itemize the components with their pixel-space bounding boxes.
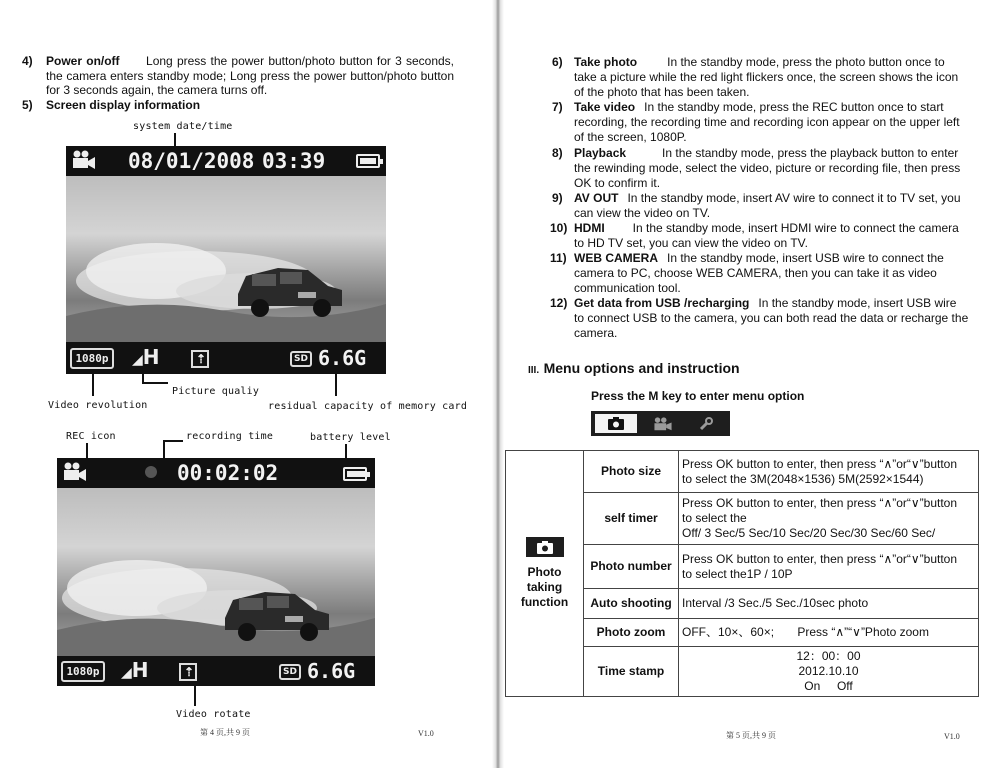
desc-line: Interval /3 Sec./5 Sec./10sec photo <box>682 596 869 610</box>
item-line: In the standby mode, insert AV wire to connect it to TV set, you <box>627 191 961 205</box>
item-title: Take video <box>574 100 636 114</box>
item-number: 9) <box>552 191 563 205</box>
item-line: of the screen, 1080P. <box>574 130 687 144</box>
menu-options-table <box>505 450 979 697</box>
page-number: 第 5 页,共 9 页 <box>726 731 776 740</box>
item-usb-recharging <box>550 296 980 341</box>
label-picture-quality: Picture qualiy <box>172 386 260 397</box>
sd-card-icon: SD <box>279 664 301 680</box>
item-number: 8) <box>552 146 563 160</box>
desc-line: to select the 3M(2048×1536) 5M(2592×1544) <box>682 471 924 486</box>
callout-line <box>163 440 165 458</box>
video-camera-icon <box>72 150 96 175</box>
option-name: Photo size <box>584 451 679 493</box>
battery-icon <box>343 467 367 481</box>
callout-line <box>174 133 176 146</box>
item-line: In the standby mode, press the REC button once to start <box>644 100 944 114</box>
table-row <box>506 451 979 493</box>
item-title: HDMI <box>574 221 605 235</box>
system-date: 08/01/2008 <box>128 149 255 173</box>
label-rec-icon: REC icon <box>66 431 116 442</box>
item-line: to connect USB to the camera, you can both read the data or recharge the <box>574 311 969 325</box>
item-line: In the standby mode, press the playback button to enter <box>662 146 959 160</box>
menu-group-label: Photo taking function <box>520 565 569 609</box>
item-title: Get data from USB /recharging <box>574 296 750 310</box>
system-time: 03:39 <box>262 149 326 173</box>
item-line: In the standby mode, press the photo button once to <box>667 55 945 69</box>
option-name: Photo number <box>584 545 679 589</box>
item-take-video <box>552 100 980 145</box>
memory-capacity: 6.6G <box>318 346 367 370</box>
item-line: In the standby mode, insert USB wire <box>758 296 957 310</box>
battery-icon <box>356 154 380 168</box>
section-number: III. <box>528 365 540 376</box>
item-line: can view the video on TV. <box>574 206 711 220</box>
item-title: Playback <box>574 146 627 160</box>
item-number: 5) <box>22 98 33 112</box>
callout-line <box>194 686 196 706</box>
option-description <box>679 545 979 589</box>
item-line: recording, the recording time and recording icon appear on the upper left <box>574 115 960 129</box>
option-name: self timer <box>584 493 679 545</box>
callout-line <box>335 374 337 396</box>
callout-line <box>163 440 183 442</box>
desc-line: to select the <box>682 511 747 525</box>
section-heading <box>528 360 740 378</box>
memory-capacity: 6.6G <box>307 659 356 683</box>
item-line: camera to PC, choose WEB CAMERA, then you can take it as video <box>574 266 937 280</box>
rotate-icon: ⇡ <box>191 350 209 368</box>
recording-dot-icon <box>145 466 157 478</box>
option-description <box>679 619 979 647</box>
desc-line: Press OK button to enter, then press “∧”or“∨”button <box>682 496 958 510</box>
video-camera-icon <box>63 462 87 486</box>
dust-car-illustration <box>66 176 386 342</box>
item-line: of the photo that has been taken. <box>574 85 750 99</box>
option-description <box>679 589 979 619</box>
option-name: Photo zoom <box>584 619 679 647</box>
camera-icon <box>526 537 564 557</box>
desc-line: Press OK button to enter, then press “∧”or“∨”button <box>682 551 958 566</box>
item-title: Power on/off <box>46 54 120 68</box>
sample-photo <box>57 488 375 656</box>
resolution-badge: 1080p <box>61 661 105 682</box>
callout-line <box>92 374 94 396</box>
item-number: 10) <box>550 221 568 235</box>
item-av-out <box>552 191 980 221</box>
item-line: to HD TV set, you can view the video on TV. <box>574 236 808 250</box>
menu-tab-settings[interactable] <box>687 414 725 433</box>
option-description <box>679 647 979 697</box>
section-title: Menu options and instruction <box>543 360 740 376</box>
desc-line: Press OK button to enter, then press “∧”or“∨”button <box>682 456 958 471</box>
item-title: Take photo <box>574 55 638 69</box>
label-video-rotate: Video rotate <box>176 709 251 720</box>
item-line: OK to confirm it. <box>574 176 661 190</box>
item-number: 12) <box>550 296 568 310</box>
recording-time: 00:02:02 <box>177 461 279 485</box>
item-number: 4) <box>22 54 33 68</box>
item-playback <box>552 146 980 191</box>
item-line: the rewinding mode, select the video, picture or recording file, then press <box>574 161 961 175</box>
menu-tab-photo[interactable] <box>595 414 637 433</box>
label-video-resolution: Video revolution <box>48 400 148 411</box>
quality-value: H <box>131 658 149 682</box>
sample-photo <box>66 176 386 342</box>
quality-value: H <box>142 345 160 369</box>
item-line: take a picture while the red light flickers once, the screen shows the icon <box>574 70 959 84</box>
quality-icon: ◢H <box>132 345 160 369</box>
desc-line: OFF、10×、60×; Press “∧”“∨”Photo zoom <box>682 625 929 639</box>
desc-line: 2012.10.10 <box>798 664 859 678</box>
option-name: Time stamp <box>584 647 679 697</box>
option-description <box>679 451 979 493</box>
version-label: V1.0 <box>418 729 434 738</box>
dust-car-illustration <box>57 488 375 656</box>
book-spine <box>492 0 504 768</box>
menu-group-cell <box>506 451 584 697</box>
callout-line <box>86 443 88 458</box>
item-number: 6) <box>552 55 563 69</box>
item-line: In the standby mode, insert USB wire to connect the <box>667 251 944 265</box>
item-number: 11) <box>550 251 567 265</box>
option-description <box>679 493 979 545</box>
item-hdmi <box>550 221 980 251</box>
camera-icon <box>608 417 624 430</box>
desc-line: to select the1P / 10P <box>682 566 793 581</box>
option-name: Auto shooting <box>584 589 679 619</box>
label-battery-level: battery level <box>310 432 391 443</box>
item-power-onoff <box>22 54 454 98</box>
desc-line: 12：00：00 <box>796 649 861 663</box>
label-recording-time: recording time <box>186 431 274 442</box>
quality-icon: ◢H <box>121 658 149 682</box>
sd-card-icon: SD <box>290 351 312 367</box>
video-camera-icon <box>653 417 673 431</box>
item-line: communication tool. <box>574 281 681 295</box>
menu-tab-bar <box>591 411 730 436</box>
label-memory-capacity: residual capacity of memory card <box>268 401 468 412</box>
menu-hint: Press the M key to enter menu option <box>591 389 805 403</box>
version-label: V1.0 <box>944 732 960 741</box>
wrench-icon <box>699 417 713 431</box>
page-number: 第 4 页,共 9 页 <box>200 728 250 737</box>
item-number: 7) <box>552 100 563 114</box>
camera-screen-recording <box>57 458 375 686</box>
callout-line <box>142 382 168 384</box>
camera-screen-standby <box>66 146 386 374</box>
item-take-photo <box>552 55 980 100</box>
desc-line: On Off <box>804 679 853 693</box>
label-system-datetime: system date/time <box>133 121 233 132</box>
menu-tab-video[interactable] <box>645 414 681 433</box>
resolution-badge: 1080p <box>70 348 114 369</box>
rotate-icon: ⇡ <box>179 663 197 681</box>
item-title: Screen display information <box>46 98 201 112</box>
item-line: In the standby mode, insert HDMI wire to connect the camera <box>632 221 959 235</box>
item-title: WEB CAMERA <box>574 251 658 265</box>
item-title: AV OUT <box>574 191 619 205</box>
desc-line: Off/ 3 Sec/5 Sec/10 Sec/20 Sec/30 Sec/60 Sec/ <box>682 526 936 540</box>
item-text: Long press the power button/photo button for 3 seconds, the camera enters standby mode; Long press the power button/photo button for 3 seconds again, the camera turns off. <box>46 54 455 97</box>
item-line: camera. <box>574 326 618 340</box>
item-web-camera <box>550 251 980 296</box>
